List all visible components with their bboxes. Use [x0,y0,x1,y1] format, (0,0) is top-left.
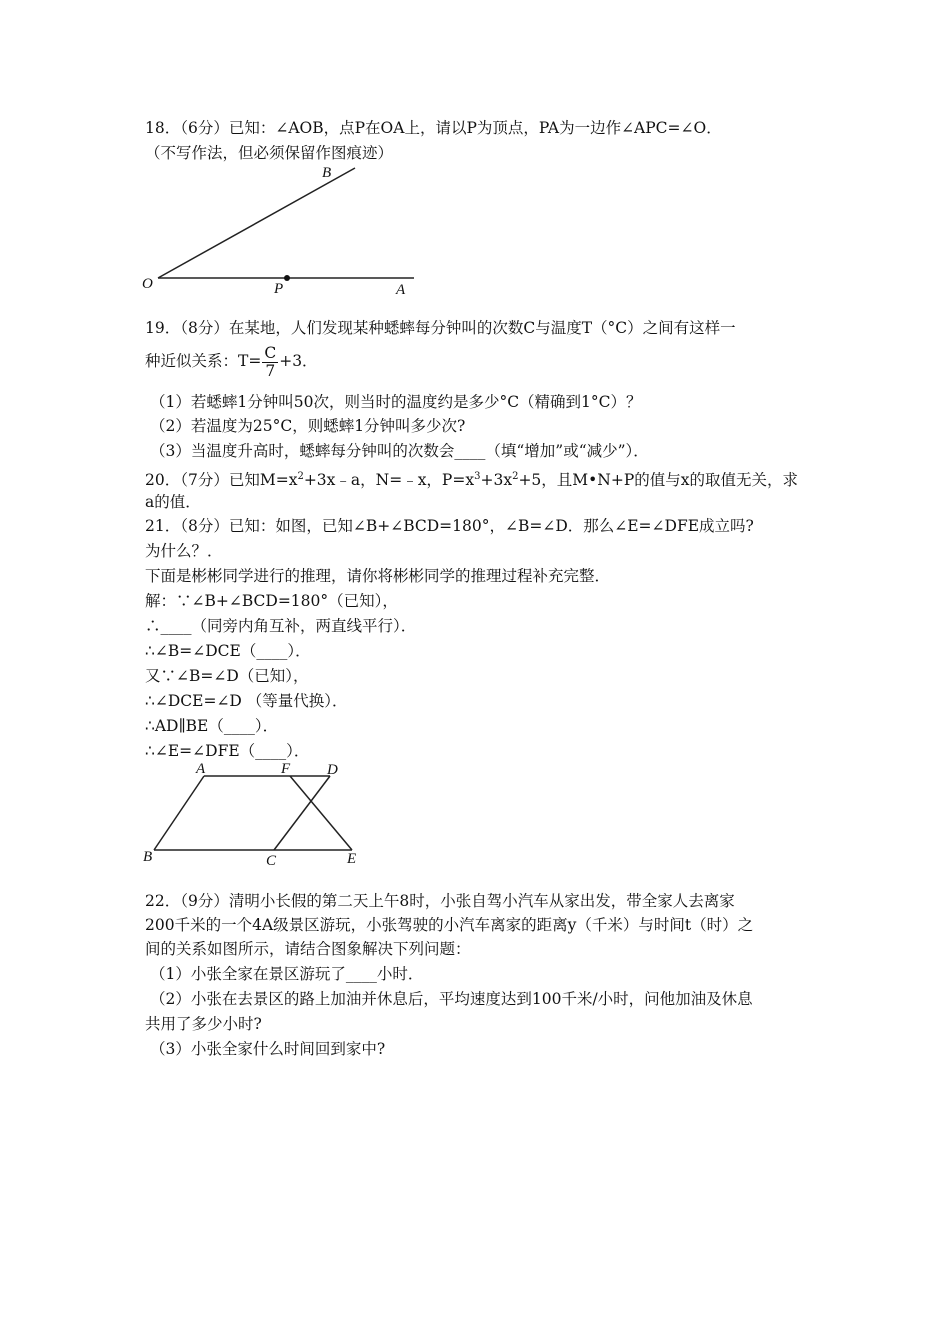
segment-ab [154,776,204,850]
q22-sub3: （3）小张全家什么时间回到家中? [150,1040,386,1058]
q19-sub1: （1）若蟋蟀1分钟叫50次，则当时的温度约是多少°C（精确到1°C）？ [150,393,642,411]
q19-line1: 19．（8分）在某地，人们发现某种蟋蟀每分钟叫的次数C与温度T（°C）之间有这样一 [145,319,736,337]
label-b: B [322,165,332,181]
q21-step7: ∴∠E=∠DFE（____）． [145,742,310,760]
q19-frac-denominator: 7 [265,361,276,380]
q19-sub3: （3）当温度升高时，蟋蟀每分钟叫的次数会____（填“增加”或“减少”）． [150,442,649,460]
q21-step1: 解：∵∠B+∠BCD=180°（已知）， [145,592,398,610]
label-o: O [142,276,153,292]
q19-sub2: （2）若温度为25°C，则蟋蟀1分钟叫多少次? [150,417,466,435]
q20-part3: +3x [480,471,513,490]
q18-line2: （不写作法，但必须保留作图痕迹） [145,144,394,162]
label-b: B [143,849,153,865]
q18-angle-figure [138,160,428,300]
q20-sup1: 2 [297,471,304,482]
q21-line1: 21．（8分）已知：如图，已知∠B+∠BCD=180°，∠B=∠D．那么∠E=∠DFE成立吗? [145,517,754,535]
q20-part2: +3x﹣a，N=﹣x，P=x [303,471,475,490]
q20-part1: 20．（7分）已知M=x [145,471,298,490]
label-a: A [396,282,406,298]
label-d: D [327,762,338,778]
q21-step3: ∴∠B=∠DCE（____）． [145,642,311,660]
q21-parallelogram-figure [138,758,378,870]
label-a: A [196,761,206,777]
q22-sub1: （1）小张全家在景区游玩了____小时． [150,965,424,983]
q20-part4: +5，且M•N+P的值与x的取值无关，求 [518,471,799,490]
q22-line3: 间的关系如图所示，请结合图象解决下列问题： [145,940,471,958]
label-f: F [281,761,291,777]
q19-line2 [145,342,318,380]
q21-line2: 为什么？． [145,542,223,560]
q22-sub2a: （2）小张在去景区的路上加油并休息后，平均速度达到100千米/小时，问他加油及休息 [150,990,753,1008]
q19-formula-prefix: 种近似关系：T= [145,352,262,370]
q18-line1: 18．（6分）已知：∠AOB，点P在OA上，请以P为顶点，PA为一边作∠APC=∠O． [145,119,722,137]
label-p: P [274,281,284,297]
label-c: C [266,853,277,869]
q22-line2: 200千米的一个4A级景区游玩，小张驾驶的小汽车离家的距离y（千米）与时间t（时）之 [145,916,754,934]
q21-step4: 又∵∠B=∠D（已知）， [145,667,309,685]
point-p [284,275,290,281]
q22-sub2b: 共用了多少小时? [145,1015,262,1033]
q20-sup2: 3 [474,471,481,482]
q22-line1: 22．（9分）清明小长假的第二天上午8时，小张自驾小汽车从家出发，带全家人去离家 [145,892,735,910]
q19-fraction [262,345,278,380]
q20-sup3: 2 [512,471,519,482]
q20-line1 [145,467,798,490]
q21-step2: ∴____（同旁内角互补，两直线平行）． [145,617,417,635]
q21-step5: ∴∠DCE=∠D （等量代换）． [145,692,348,710]
q19-formula-suffix: +3． [279,352,318,370]
q21-step6: ∴AD∥BE（____）． [145,717,279,735]
label-e: E [347,851,357,867]
q19-frac-numerator: C [264,343,277,362]
q21-line3: 下面是彬彬同学进行的推理，请你将彬彬同学的推理过程补充完整． [145,567,611,585]
q20-line2: a的值． [145,493,201,511]
ray-ob [158,168,355,278]
